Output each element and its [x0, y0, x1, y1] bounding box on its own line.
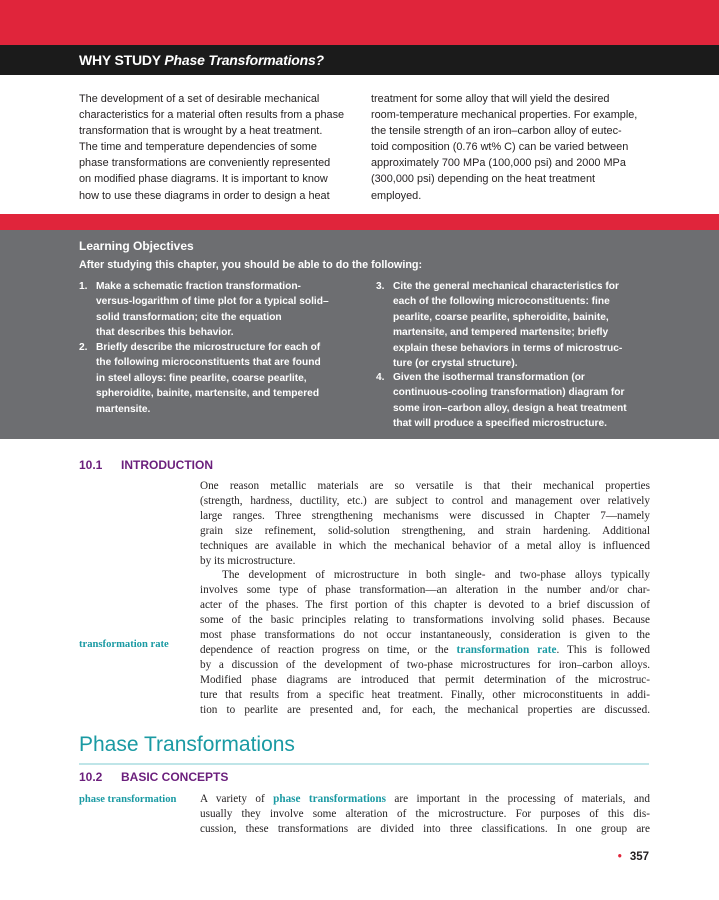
why-study-right-column: treatment for some alloy that will yield the desired room-temperature mechanical properties. For example, the tensile strength of an iron–carbon alloy of eutec- toid composition (0.76 wt% C) can be varied between approximately 700 MPa (100,000 psi) and 2000 MPa (300,000 psi) depending on the heat treatment employed. [371, 93, 638, 202]
transformation-rate-line: dependence of reaction progress on time, or the transformation rate. This is followed [200, 643, 651, 656]
objective-2: 2. Briefly describe the microstructure for each of the following microconstituents that are found in steel alloys: fine pearlite, coarse pearlite, spheroidite, bainite, martensite, and tempered martensite. [79, 342, 321, 415]
section-10-2-heading: 10.2 BASIC CONCEPTS [79, 770, 229, 784]
why-study-title: WHY STUDY Phase Transformations? [79, 52, 324, 68]
top-red-band [0, 0, 719, 45]
bullet-icon: • [617, 851, 622, 863]
phase-transformations-line: A variety of phase transformations are important in the processing of materials, and [200, 793, 650, 805]
transformation-rate-term: transformation rate [456, 643, 557, 656]
section-10-1-heading: 10.1 INTRODUCTION [79, 458, 213, 472]
margin-term-phase-transformation: phase transformation [79, 794, 177, 805]
heading-rule [79, 763, 649, 765]
objective-1: 1. Make a schematic fraction transformation- versus-logarithm of time plot for a typical solid– solid transformation; cite the equation that describes this behavior. [79, 281, 329, 339]
section-10-2-body: A variety of phase transformations are important in the processing of materials, and usually they involve some alteration of the microstructure. For purposes of this dis- cussion, these transformations are divided into three classifications. In one group are [200, 793, 650, 835]
objective-3: 3. Cite the general mechanical characteristics for each of the following microconstituents: fine pearlite, coarse pearlite, spheroidite, bainite, martensite, and tempered martensite; briefly explain these behaviors in terms of microstruc- ture (or crystal structure). [376, 281, 623, 370]
section-10-1-body: One reason metallic materials are so versatile is that their mechanical properties (strength, hardness, ductility, etc.) are subject to control and management over relatively large ranges. Three strengthening mechanisms were discussed in Chapter 7—namely grain size refinement, solid-solution strengthening, and strain hardening. Additional techniques are available in which the mechanical behavior of a metal alloy is influenced by its microstructure. The development of microstructure in both single- and two-phase alloys typically involves some type of phase transformation—an alteration in the number and/or char- acter of the phases. The first portion of this chapter is devoted to a brief discussion of some of the basic principles relating to transformations involving solid phases. Because most phase transformations do not occur instantaneously, consideration is given to the dependence of reaction progress on time, or the transformation rate. This is followed by a discussion of the development of two-phase microstructures for iron–carbon alloys. Modified phase diagrams are introduced that permit determination of the microstruc- ture that results from a specific heat treatment. Finally, other microconstituents in addi- tion to pearlite are presented and, for each, the mechanical properties are discussed. [200, 480, 651, 716]
objective-4: 4. Given the isothermal transformation (or continuous-cooling transformation) diagram for some iron–carbon alloy, design a heat treatment that will produce a specified microstructure. [376, 372, 627, 430]
page-number: • 357 [617, 851, 649, 863]
objectives-intro: After studying this chapter, you should be able to do the following: [79, 259, 423, 271]
margin-term-transformation-rate: transformation rate [79, 639, 169, 650]
why-study-left-column: The development of a set of desirable mechanical characteristics for a material often results from a phase transformation that is wrought by a heat treatment. The time and temperature dependencies of some phase transformations are conveniently represented on modified phase diagrams. It is important to know how to use these diagrams in order to design a heat [79, 93, 345, 202]
phase-transformations-heading: Phase Transformations [79, 733, 295, 756]
objectives-red-band [0, 214, 719, 230]
objectives-heading: Learning Objectives [79, 239, 194, 253]
phase-transformations-term: phase transformations [273, 793, 386, 805]
